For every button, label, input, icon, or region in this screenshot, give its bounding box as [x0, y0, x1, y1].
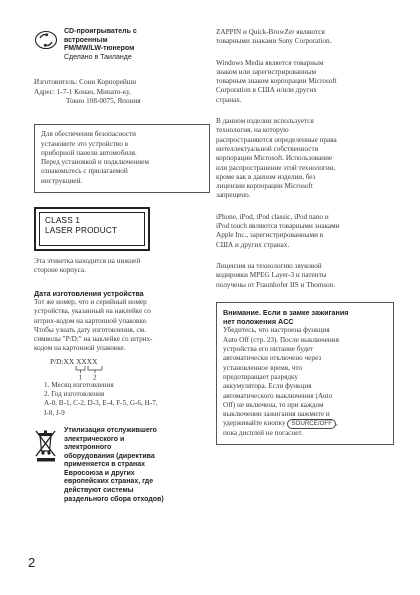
safety-line: приборной панели автомобиля. [41, 148, 137, 157]
wm-line: странах. [216, 95, 242, 104]
apple-trademark [216, 213, 394, 250]
weee-line: применяется в странах [64, 461, 146, 469]
left-column [34, 28, 210, 504]
safety-line: ознакомьтесь с прилагаемой [41, 167, 128, 176]
attention-line: автоматического выключения (Auto [223, 391, 333, 400]
product-title-block [64, 28, 137, 62]
weee-disposal-notice [34, 427, 210, 504]
wm-line: Windows Media является товарным [216, 58, 324, 67]
attention-line: Off) не включена, то при каждом [223, 400, 324, 409]
acc-attention-box [216, 302, 394, 445]
apple-line: iPhone, iPod, iPod classic, iPod nano и [216, 212, 329, 221]
manufacture-date-heading: Дата изготовления устройства [34, 288, 144, 298]
product-title-line-3: FM/MW/LW-тюнером [64, 45, 135, 53]
manufacture-date-section [34, 289, 210, 418]
ms-line: лицензии корпорации Microsoft [216, 182, 313, 191]
weee-line: раздельного сбора отходов) [64, 495, 164, 503]
apple-line: Apple Inc., зарегистрированными в [216, 231, 324, 240]
manufacturer-line-1: Изготовитель: Сони Корпорейшн [34, 78, 137, 87]
date-line: символы "P/D:" на наклейке со штрих- [34, 335, 153, 344]
safety-notice-box [34, 124, 210, 193]
pd-marker-2: 2 [93, 373, 97, 381]
made-in: Сделано в Таиланде [64, 53, 132, 61]
safety-line: Перед установкой и подключением [41, 158, 149, 167]
zappin-line: товарными знаками Sony Corporation. [216, 37, 332, 46]
pd-code-diagram [48, 356, 128, 381]
attention-heading-line-1: Внимание. Если в замке зажигания [223, 307, 349, 317]
product-header [34, 28, 210, 62]
list-item: A-0, B-1, C-2, D-3, E-4, F-5, G-6, H-7, [44, 399, 158, 408]
weee-line: оборудования (директива [64, 452, 155, 460]
weee-line: действуют системы [64, 487, 134, 495]
list-item: I-8, J-9 [44, 408, 65, 417]
weee-line: Утилизация отслужившего [64, 426, 157, 434]
label-note-line: стороне корпуса. [34, 266, 86, 275]
manufacturer-line-2: Адрес: 1-7-1 Конан, Минато-ку, [34, 87, 131, 96]
recycling-arrows-logo-icon [34, 30, 58, 50]
attention-line: Убедитесь, что настроена функция [223, 326, 330, 335]
safety-line: Для обеспечения безопасности [41, 130, 137, 139]
product-title-line-1: CD-проигрыватель с [64, 28, 137, 35]
attention-heading-line-2: нет положения ACC [223, 317, 294, 327]
attention-line: предотвращает разрядку [223, 372, 299, 381]
laser-label-inner [39, 212, 145, 246]
list-item: 1. Месяц изготовления [44, 380, 114, 389]
safety-line: инструкцией. [41, 176, 83, 185]
attention-line: аккумулятора. Если функция [223, 382, 312, 391]
wm-line: товарным знаком корпорации Microsoft [216, 77, 337, 86]
attention-line: пока дисплей не погаснет. [223, 428, 303, 437]
ms-line: распространяются определенные права [216, 135, 337, 144]
zappin-line: ZAPPIN и Quick-BrowZer являются [216, 28, 325, 36]
page-number: 2 [28, 555, 36, 570]
ms-line: корпорации Microsoft. Использование [216, 154, 333, 163]
laser-product-text: LASER PRODUCT [45, 226, 118, 236]
crossed-out-wheeled-bin-icon [34, 427, 58, 463]
laser-class-text: CLASS 1 [45, 216, 81, 226]
wm-line: Corporation в США и/или других [216, 86, 317, 95]
mpeg-line: кодировки MPEG Layer-3 и патенты [216, 271, 327, 280]
zappin-trademark [216, 28, 394, 47]
attention-line: выключении зажигания нажмите и [223, 410, 330, 419]
attention-line: удерживайте кнопку [223, 419, 286, 428]
wm-line: знаком или зарегистрированным [216, 67, 317, 76]
attention-line-with-button [223, 419, 387, 428]
label-note-line: Эта этикетка находится на нижней [34, 257, 141, 266]
ms-line: кроме как в данном изделии, без [216, 172, 316, 181]
attention-comma: , [336, 419, 338, 428]
list-item: 2. Год изготовления [44, 390, 105, 399]
ms-line: запрещено. [216, 191, 251, 200]
right-column [216, 28, 394, 445]
date-line: Чтобы узнать дату изготовления, см. [34, 325, 146, 334]
date-line: Тот же номер, что и серийный номер [34, 297, 147, 306]
ms-line: В данном изделии используется [216, 117, 314, 126]
attention-line: устройства его питание будет [223, 345, 314, 354]
ms-line: интеллектуальной собственности [216, 144, 319, 153]
product-title-line-2: встроенным [64, 36, 108, 44]
weee-line: электронного [64, 444, 112, 452]
date-line: штрих-кодом на картонной упаковке. [34, 316, 148, 325]
attention-line: автоматически отключено через [223, 354, 322, 363]
safety-line: установите это устройство в [41, 139, 129, 148]
manufacturer-line-3: Токио 108-0075, Япония [66, 96, 141, 105]
label-location-note [34, 257, 210, 276]
weee-line: европейских странах, где [64, 478, 154, 486]
mpeg-line: получены от Fraunhofer IIS и Thomson. [216, 280, 336, 289]
mpeg-license-notice [216, 262, 394, 290]
date-line: устройства, указанный на наклейке со [34, 307, 151, 316]
attention-line: Auto Off (стр. 23). После выключения [223, 335, 339, 344]
source-off-button-symbol: SOURCE/OFF [287, 419, 336, 428]
ms-line: технология, на которую [216, 126, 289, 135]
microsoft-technology-notice [216, 117, 394, 201]
laser-product-label [34, 207, 150, 251]
manufacturer-info [34, 78, 210, 106]
weee-line: Евросоюза и других [64, 469, 135, 477]
pd-marker-1: 1 [78, 373, 82, 381]
date-line: кодом на картонной упаковке. [34, 344, 126, 353]
weee-text-block [64, 427, 164, 504]
pd-code-text: P/D:XX XXXX [50, 356, 98, 366]
windows-media-trademark [216, 59, 394, 105]
attention-line: установленное время, что [223, 363, 302, 372]
weee-line: электрического и [64, 435, 125, 443]
apple-line: iPod touch являются товарными знаками [216, 222, 340, 231]
mpeg-line: Лицензия на технологию звуковой [216, 261, 322, 270]
ms-line: или распространение этой технологии, [216, 163, 336, 172]
date-legend-list [34, 381, 210, 418]
apple-line: США и других странах. [216, 240, 290, 249]
